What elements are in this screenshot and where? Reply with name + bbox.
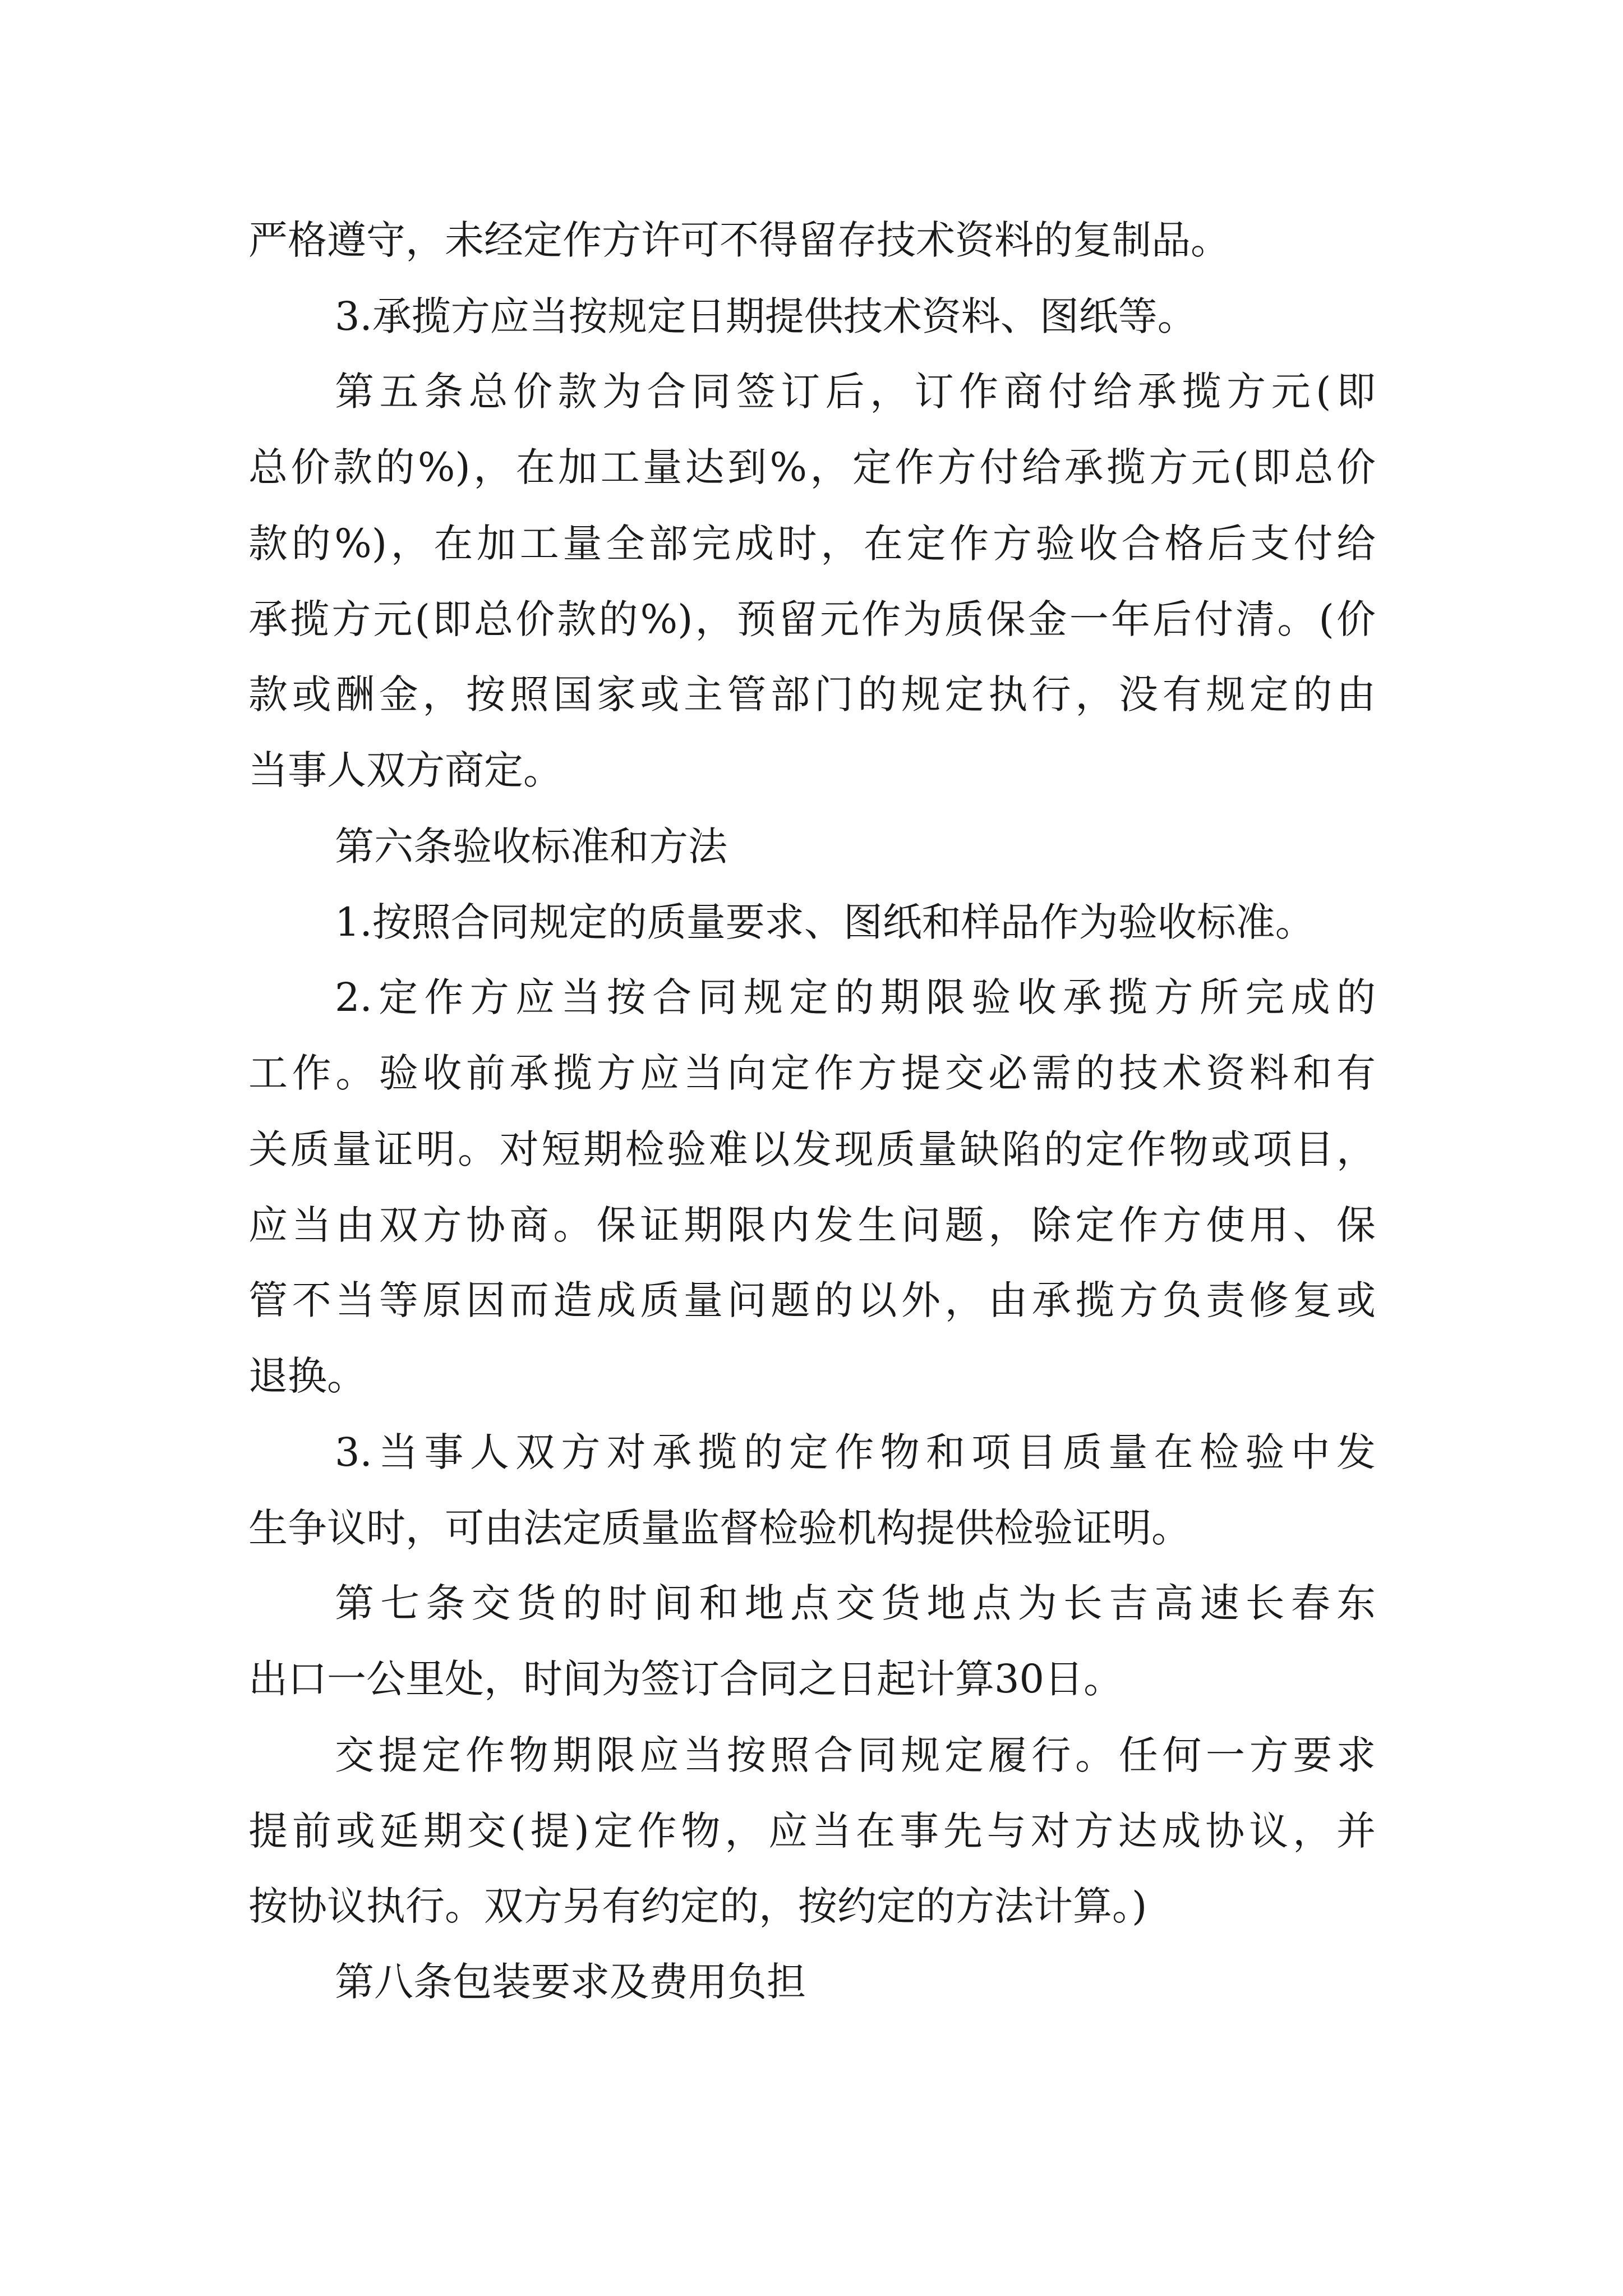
text-line: 2.定作方应当按合同规定的期限验收承揽方所完成的 [335, 974, 1376, 1020]
text-line: 承揽方元(即总价款的%)，预留元作为质保金一年后付清。(价 [248, 596, 1376, 642]
text-line: 应当由双方协商。保证期限内发生问题，除定作方使用、保 [248, 1202, 1376, 1248]
text-line: 按协议执行。双方另有约定的，按约定的方法计算。) [248, 1883, 1147, 1929]
text-line: 第五条总价款为合同签订后，订作商付给承揽方元(即 [335, 369, 1376, 415]
text-line: 工作。验收前承揽方应当向定作方提交必需的技术资料和有 [248, 1050, 1376, 1096]
text-line: 款或酬金，按照国家或主管部门的规定执行，没有规定的由 [248, 671, 1376, 717]
text-line: 款的%)，在加工量全部完成时，在定作方验收合格后支付给 [248, 521, 1376, 567]
text-line: 出口一公里处，时间为签订合同之日起计算30日。 [248, 1656, 1123, 1702]
text-line: 3.承揽方应当按规定日期提供技术资料、图纸等。 [335, 293, 1197, 339]
text-line: 第七条交货的时间和地点交货地点为长吉高速长春东 [335, 1580, 1376, 1626]
text-line: 严格遵守，未经定作方许可不得留存技术资料的复制品。 [248, 217, 1230, 263]
text-line: 1.按照合同规定的质量要求、图纸和样品作为验收标准。 [335, 899, 1315, 945]
text-line: 关质量证明。对短期检验难以发现质量缺陷的定作物或项目， [248, 1126, 1376, 1172]
text-line: 第六条验收标准和方法 [335, 823, 727, 869]
text-line: 退换。 [248, 1353, 366, 1399]
text-line: 提前或延期交(提)定作物，应当在事先与对方达成协议，并 [248, 1808, 1376, 1854]
text-line: 管不当等原因而造成质量问题的以外，由承揽方负责修复或 [248, 1277, 1376, 1323]
text-line: 第八条包装要求及费用负担 [335, 1959, 806, 2005]
text-line: 生争议时，可由法定质量监督检验机构提供检验证明。 [248, 1505, 1191, 1551]
text-line: 总价款的%)，在加工量达到%，定作方付给承揽方元(即总价 [248, 444, 1376, 490]
text-line: 当事人双方商定。 [248, 747, 562, 793]
text-line: 3.当事人双方对承揽的定作物和项目质量在检验中发 [335, 1429, 1376, 1475]
text-line: 交提定作物期限应当按照合同规定履行。任何一方要求 [335, 1732, 1376, 1778]
